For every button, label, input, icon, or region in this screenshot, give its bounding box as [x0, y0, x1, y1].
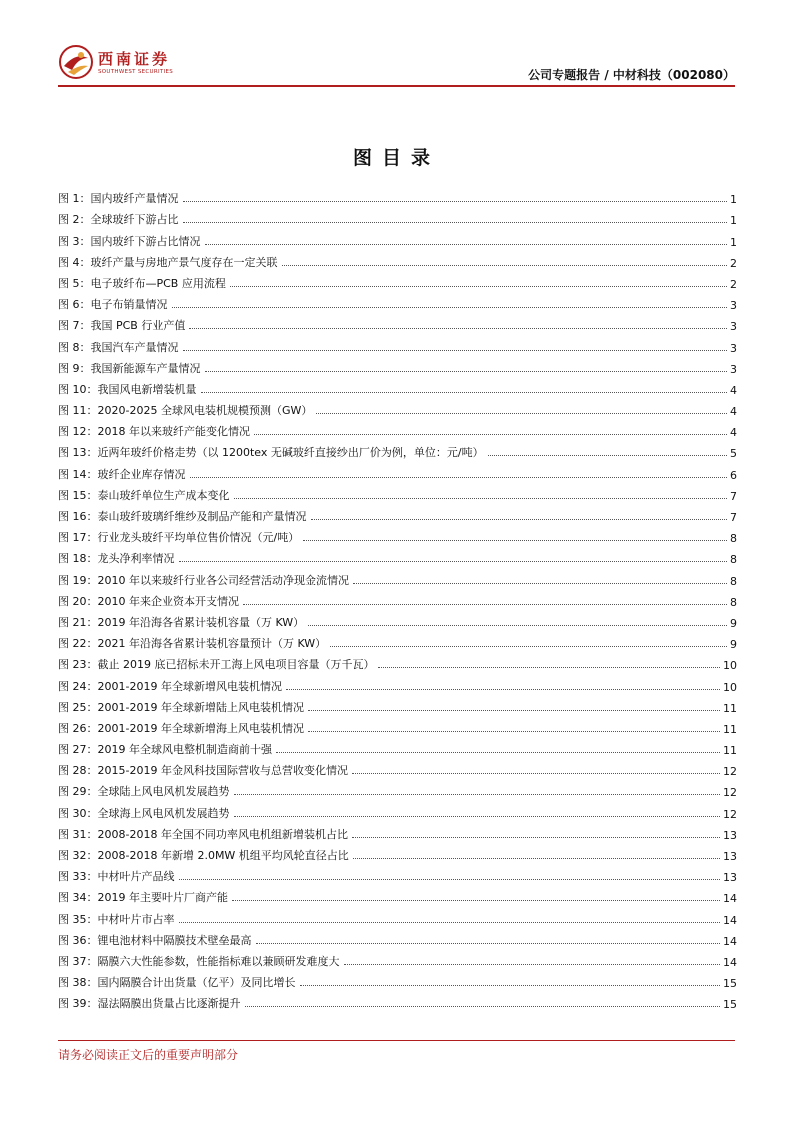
toc-entry[interactable] — [58, 588, 737, 609]
toc-entry-label[interactable]: 图 29：全球陆上风电风机发展趋势 — [58, 785, 230, 799]
footer-disclaimer: 请务必阅读正文后的重要声明部分 — [58, 1048, 239, 1062]
page-title: 图目录 — [352, 147, 440, 169]
toc-entry[interactable] — [58, 439, 737, 460]
toc-entry-page-number[interactable]: 7 — [730, 489, 737, 503]
toc-entry-page-number[interactable]: 3 — [730, 341, 737, 355]
toc-entry-page-number[interactable]: 11 — [723, 701, 737, 715]
toc-entry-label[interactable]: 图 1：国内玻纤产量情况 — [58, 192, 179, 206]
toc-dot-leader — [234, 498, 728, 499]
toc-dot-leader — [344, 964, 721, 965]
toc-dot-leader — [316, 413, 727, 414]
toc-entry-page-number[interactable]: 3 — [730, 320, 737, 334]
brand-emblem-icon — [58, 44, 94, 80]
toc-entry-label[interactable]: 图 37：隔膜六大性能参数，性能指标难以兼顾研发难度大 — [58, 954, 340, 968]
toc-entry[interactable] — [58, 842, 737, 863]
toc-dot-leader — [352, 837, 720, 838]
toc-dot-leader — [190, 477, 728, 478]
toc-entry[interactable] — [58, 376, 737, 397]
toc-entry-label[interactable]: 图 9：我国新能源车产量情况 — [58, 361, 201, 375]
toc-entry-label[interactable]: 图 20：2010 年来企业资本开支情况 — [58, 594, 239, 608]
toc-entry-page-number[interactable]: 1 — [730, 193, 737, 207]
toc-entry-label[interactable]: 图 35：中材叶片市占率 — [58, 912, 175, 926]
toc-entry-page-number[interactable]: 14 — [723, 934, 737, 948]
toc-entry-label[interactable]: 图 21：2019 年沿海各省累计装机容量（万 KW） — [58, 615, 305, 629]
toc-entry-label[interactable]: 图 33：中材叶片产品线 — [58, 870, 175, 884]
toc-entry-page-number[interactable]: 8 — [730, 595, 737, 609]
toc-entry[interactable] — [58, 397, 737, 418]
toc-entry[interactable] — [58, 503, 737, 524]
toc-dot-leader — [256, 943, 721, 944]
toc-dot-leader — [353, 858, 720, 859]
toc-dot-leader — [205, 371, 728, 372]
toc-entry-label[interactable]: 图 19：2010 年以来玻纤行业各公司经营活动净现金流情况 — [58, 573, 349, 587]
toc-dot-leader — [201, 392, 728, 393]
toc-entry-page-number[interactable]: 12 — [723, 807, 737, 821]
toc-entry-label[interactable]: 图 4：玻纤产量与房地产景气度存在一定关联 — [58, 255, 278, 269]
toc-entry-page-number[interactable]: 14 — [723, 955, 737, 969]
toc-entry[interactable] — [58, 566, 737, 587]
toc-entry-page-number[interactable]: 6 — [730, 468, 737, 482]
toc-entry[interactable] — [58, 355, 737, 376]
toc-entry-label[interactable]: 图 12：2018 年以来玻纤产能变化情况 — [58, 425, 250, 439]
toc-entry-label[interactable]: 图 17：行业龙头玻纤平均单位售价情况（元/吨） — [58, 531, 300, 545]
toc-entry-page-number[interactable]: 15 — [723, 977, 737, 991]
toc-entry[interactable] — [58, 948, 737, 969]
toc-entry[interactable] — [58, 524, 737, 545]
toc-entry-page-number[interactable]: 1 — [730, 214, 737, 228]
figure-table-of-contents — [58, 185, 737, 1011]
toc-entry[interactable] — [58, 312, 737, 333]
toc-entry-page-number[interactable]: 10 — [723, 659, 737, 673]
toc-dot-leader — [282, 265, 728, 266]
toc-entry-page-number[interactable]: 13 — [723, 850, 737, 863]
toc-entry[interactable] — [58, 757, 737, 778]
toc-entry-label[interactable]: 图 36：锂电池材料中隔膜技术壁垒最高 — [58, 933, 252, 947]
toc-entry-label[interactable]: 图 7：我国 PCB 行业产值 — [58, 319, 186, 333]
toc-entry-label[interactable]: 图 38：国内隔膜合计出货量（亿平）及同比增长 — [58, 976, 296, 990]
toc-entry-page-number[interactable]: 15 — [723, 998, 737, 1012]
toc-dot-leader — [303, 540, 727, 541]
toc-entry[interactable] — [58, 227, 737, 248]
toc-entry-label[interactable]: 图 16：泰山玻纤玻璃纤维纱及制品产能和产量情况 — [58, 510, 307, 523]
toc-entry[interactable] — [58, 333, 737, 354]
toc-entry[interactable] — [58, 990, 737, 1011]
toc-dot-leader — [378, 667, 720, 668]
toc-entry-label[interactable]: 图 13：近两年玻纤价格走势（以 1200tex 无碱玻纤直接纱出厂价为例，单位：元/吨） — [58, 446, 484, 460]
toc-entry-label[interactable]: 图 18：龙头净利率情况 — [58, 552, 175, 566]
toc-entry[interactable] — [58, 482, 737, 503]
toc-dot-leader — [276, 752, 720, 753]
toc-entry-page-number[interactable]: 5 — [730, 447, 737, 461]
toc-entry[interactable] — [58, 609, 737, 630]
toc-dot-leader — [183, 350, 728, 351]
page-header — [0, 0, 793, 92]
toc-entry[interactable] — [58, 715, 737, 736]
toc-dot-leader — [300, 985, 721, 986]
toc-entry-page-number[interactable]: 12 — [723, 765, 737, 779]
toc-entry[interactable] — [58, 799, 737, 820]
toc-entry[interactable] — [58, 270, 737, 291]
toc-entry-label[interactable]: 图 32：2008-2018 年新增 2.0MW 机组平均风轮直径占比 — [58, 849, 349, 862]
toc-entry-page-number[interactable]: 8 — [730, 532, 737, 546]
toc-entry-page-number[interactable]: 2 — [730, 277, 737, 291]
toc-dot-leader — [311, 519, 728, 520]
toc-entry-label[interactable]: 图 25：2001-2019 年全球新增陆上风电装机情况 — [58, 700, 304, 714]
toc-dot-leader — [230, 286, 727, 287]
toc-entry[interactable] — [58, 778, 737, 799]
toc-entry-label[interactable]: 图 39：湿法隔膜出货量占比逐渐提升 — [58, 997, 241, 1011]
toc-dot-leader — [286, 689, 720, 690]
toc-entry-page-number[interactable]: 7 — [730, 511, 737, 524]
toc-entry-label[interactable]: 图 28：2015-2019 年金风科技国际营收与总营收变化情况 — [58, 764, 348, 778]
toc-entry[interactable] — [58, 206, 737, 227]
toc-entry[interactable] — [58, 672, 737, 693]
toc-entry[interactable] — [58, 418, 737, 439]
header-divider — [58, 85, 735, 87]
toc-dot-leader — [172, 307, 728, 308]
toc-entry[interactable] — [58, 821, 737, 842]
toc-dot-leader — [254, 434, 727, 435]
toc-dot-leader — [488, 455, 727, 456]
toc-entry-label[interactable]: 图 3：国内玻纤下游占比情况 — [58, 234, 201, 248]
toc-entry[interactable] — [58, 969, 737, 990]
toc-entry-label[interactable]: 图 2：全球玻纤下游占比 — [58, 213, 179, 227]
toc-entry-label[interactable]: 图 8：我国汽车产量情况 — [58, 340, 179, 354]
toc-dot-leader — [183, 201, 728, 202]
toc-dot-leader — [352, 773, 720, 774]
toc-entry-page-number[interactable]: 13 — [723, 871, 737, 885]
toc-entry-label[interactable]: 图 5：电子玻纤布—PCB 应用流程 — [58, 276, 226, 290]
toc-entry[interactable] — [58, 460, 737, 481]
toc-entry-page-number[interactable]: 11 — [723, 744, 737, 758]
toc-entry[interactable] — [58, 651, 737, 672]
toc-entry-label[interactable]: 图 24：2001-2019 年全球新增风电装机情况 — [58, 679, 282, 693]
toc-entry[interactable] — [58, 884, 737, 905]
toc-entry-label[interactable]: 图 10：我国风电新增装机量 — [58, 382, 197, 396]
toc-entry[interactable] — [58, 863, 737, 884]
toc-entry-page-number[interactable]: 9 — [730, 616, 737, 630]
toc-entry-page-number[interactable]: 1 — [730, 235, 737, 249]
toc-dot-leader — [232, 900, 720, 901]
toc-entry[interactable] — [58, 694, 737, 715]
toc-dot-leader — [308, 625, 727, 626]
toc-entry-page-number[interactable]: 3 — [730, 362, 737, 376]
toc-entry-page-number[interactable]: 11 — [723, 722, 737, 736]
toc-entry-label[interactable]: 图 11：2020-2025 全球风电装机规模预测（GW） — [58, 404, 313, 418]
report-type-title: 公司专题报告 / 中材科技（002080） — [528, 68, 735, 82]
toc-entry-page-number[interactable]: 4 — [730, 405, 737, 419]
toc-entry[interactable] — [58, 249, 737, 270]
toc-entry-label[interactable]: 图 14：玻纤企业库存情况 — [58, 467, 186, 481]
toc-entry-page-number[interactable]: 10 — [723, 680, 737, 694]
toc-dot-leader — [234, 816, 721, 817]
toc-entry-label[interactable]: 图 30：全球海上风电风机发展趋势 — [58, 806, 230, 820]
toc-entry[interactable] — [58, 630, 737, 651]
toc-entry-page-number[interactable]: 14 — [723, 913, 737, 927]
toc-entry-label[interactable]: 图 23：截止 2019 底已招标未开工海上风电项目容量（万千瓦） — [58, 658, 375, 672]
toc-dot-leader — [234, 794, 721, 795]
toc-dot-leader — [205, 244, 728, 245]
toc-entry-label[interactable]: 图 34：2019 年主要叶片厂商产能 — [58, 891, 228, 905]
brand-name-cn: 西南证券 — [98, 50, 171, 68]
toc-entry-page-number[interactable]: 4 — [730, 426, 737, 440]
toc-dot-leader — [179, 561, 728, 562]
toc-entry[interactable] — [58, 927, 737, 948]
toc-dot-leader — [179, 922, 721, 923]
toc-dot-leader — [243, 604, 727, 605]
toc-entry-page-number[interactable]: 3 — [730, 299, 737, 313]
toc-entry-label[interactable]: 图 31：2008-2018 年全国不同功率风电机组新增装机占比 — [58, 827, 348, 841]
toc-entry-page-number[interactable]: 9 — [730, 638, 737, 652]
toc-dot-leader — [308, 710, 720, 711]
toc-entry-page-number[interactable]: 8 — [730, 574, 737, 588]
toc-entry-label[interactable]: 图 27：2019 年全球风电整机制造商前十强 — [58, 743, 272, 757]
toc-entry-page-number[interactable]: 12 — [723, 786, 737, 800]
toc-entry-page-number[interactable]: 2 — [730, 256, 737, 270]
toc-dot-leader — [245, 1006, 721, 1007]
toc-dot-leader — [189, 328, 727, 329]
toc-entry[interactable] — [58, 736, 737, 757]
toc-entry[interactable] — [58, 185, 737, 206]
toc-entry-label[interactable]: 图 26：2001-2019 年全球新增海上风电装机情况 — [58, 721, 304, 735]
toc-dot-leader — [330, 646, 727, 647]
toc-entry-page-number[interactable]: 14 — [723, 892, 737, 906]
toc-dot-leader — [353, 583, 727, 584]
toc-entry-page-number[interactable]: 8 — [730, 553, 737, 567]
toc-entry[interactable] — [58, 545, 737, 566]
toc-entry-label[interactable]: 图 15：泰山玻纤单位生产成本变化 — [58, 488, 230, 502]
toc-entry-label[interactable]: 图 6：电子布销量情况 — [58, 298, 168, 312]
brand-name-en: SOUTHWEST SECURITIES — [98, 69, 174, 75]
toc-entry-page-number[interactable]: 13 — [723, 828, 737, 842]
toc-dot-leader — [179, 879, 721, 880]
footer-divider — [58, 1040, 735, 1041]
toc-entry-page-number[interactable]: 4 — [730, 383, 737, 397]
toc-dot-leader — [308, 731, 720, 732]
toc-entry[interactable] — [58, 905, 737, 926]
toc-entry[interactable] — [58, 291, 737, 312]
toc-dot-leader — [183, 222, 728, 223]
brand-logo — [58, 44, 174, 84]
toc-entry-label[interactable]: 图 22：2021 年沿海各省累计装机容量预计（万 KW） — [58, 637, 327, 651]
